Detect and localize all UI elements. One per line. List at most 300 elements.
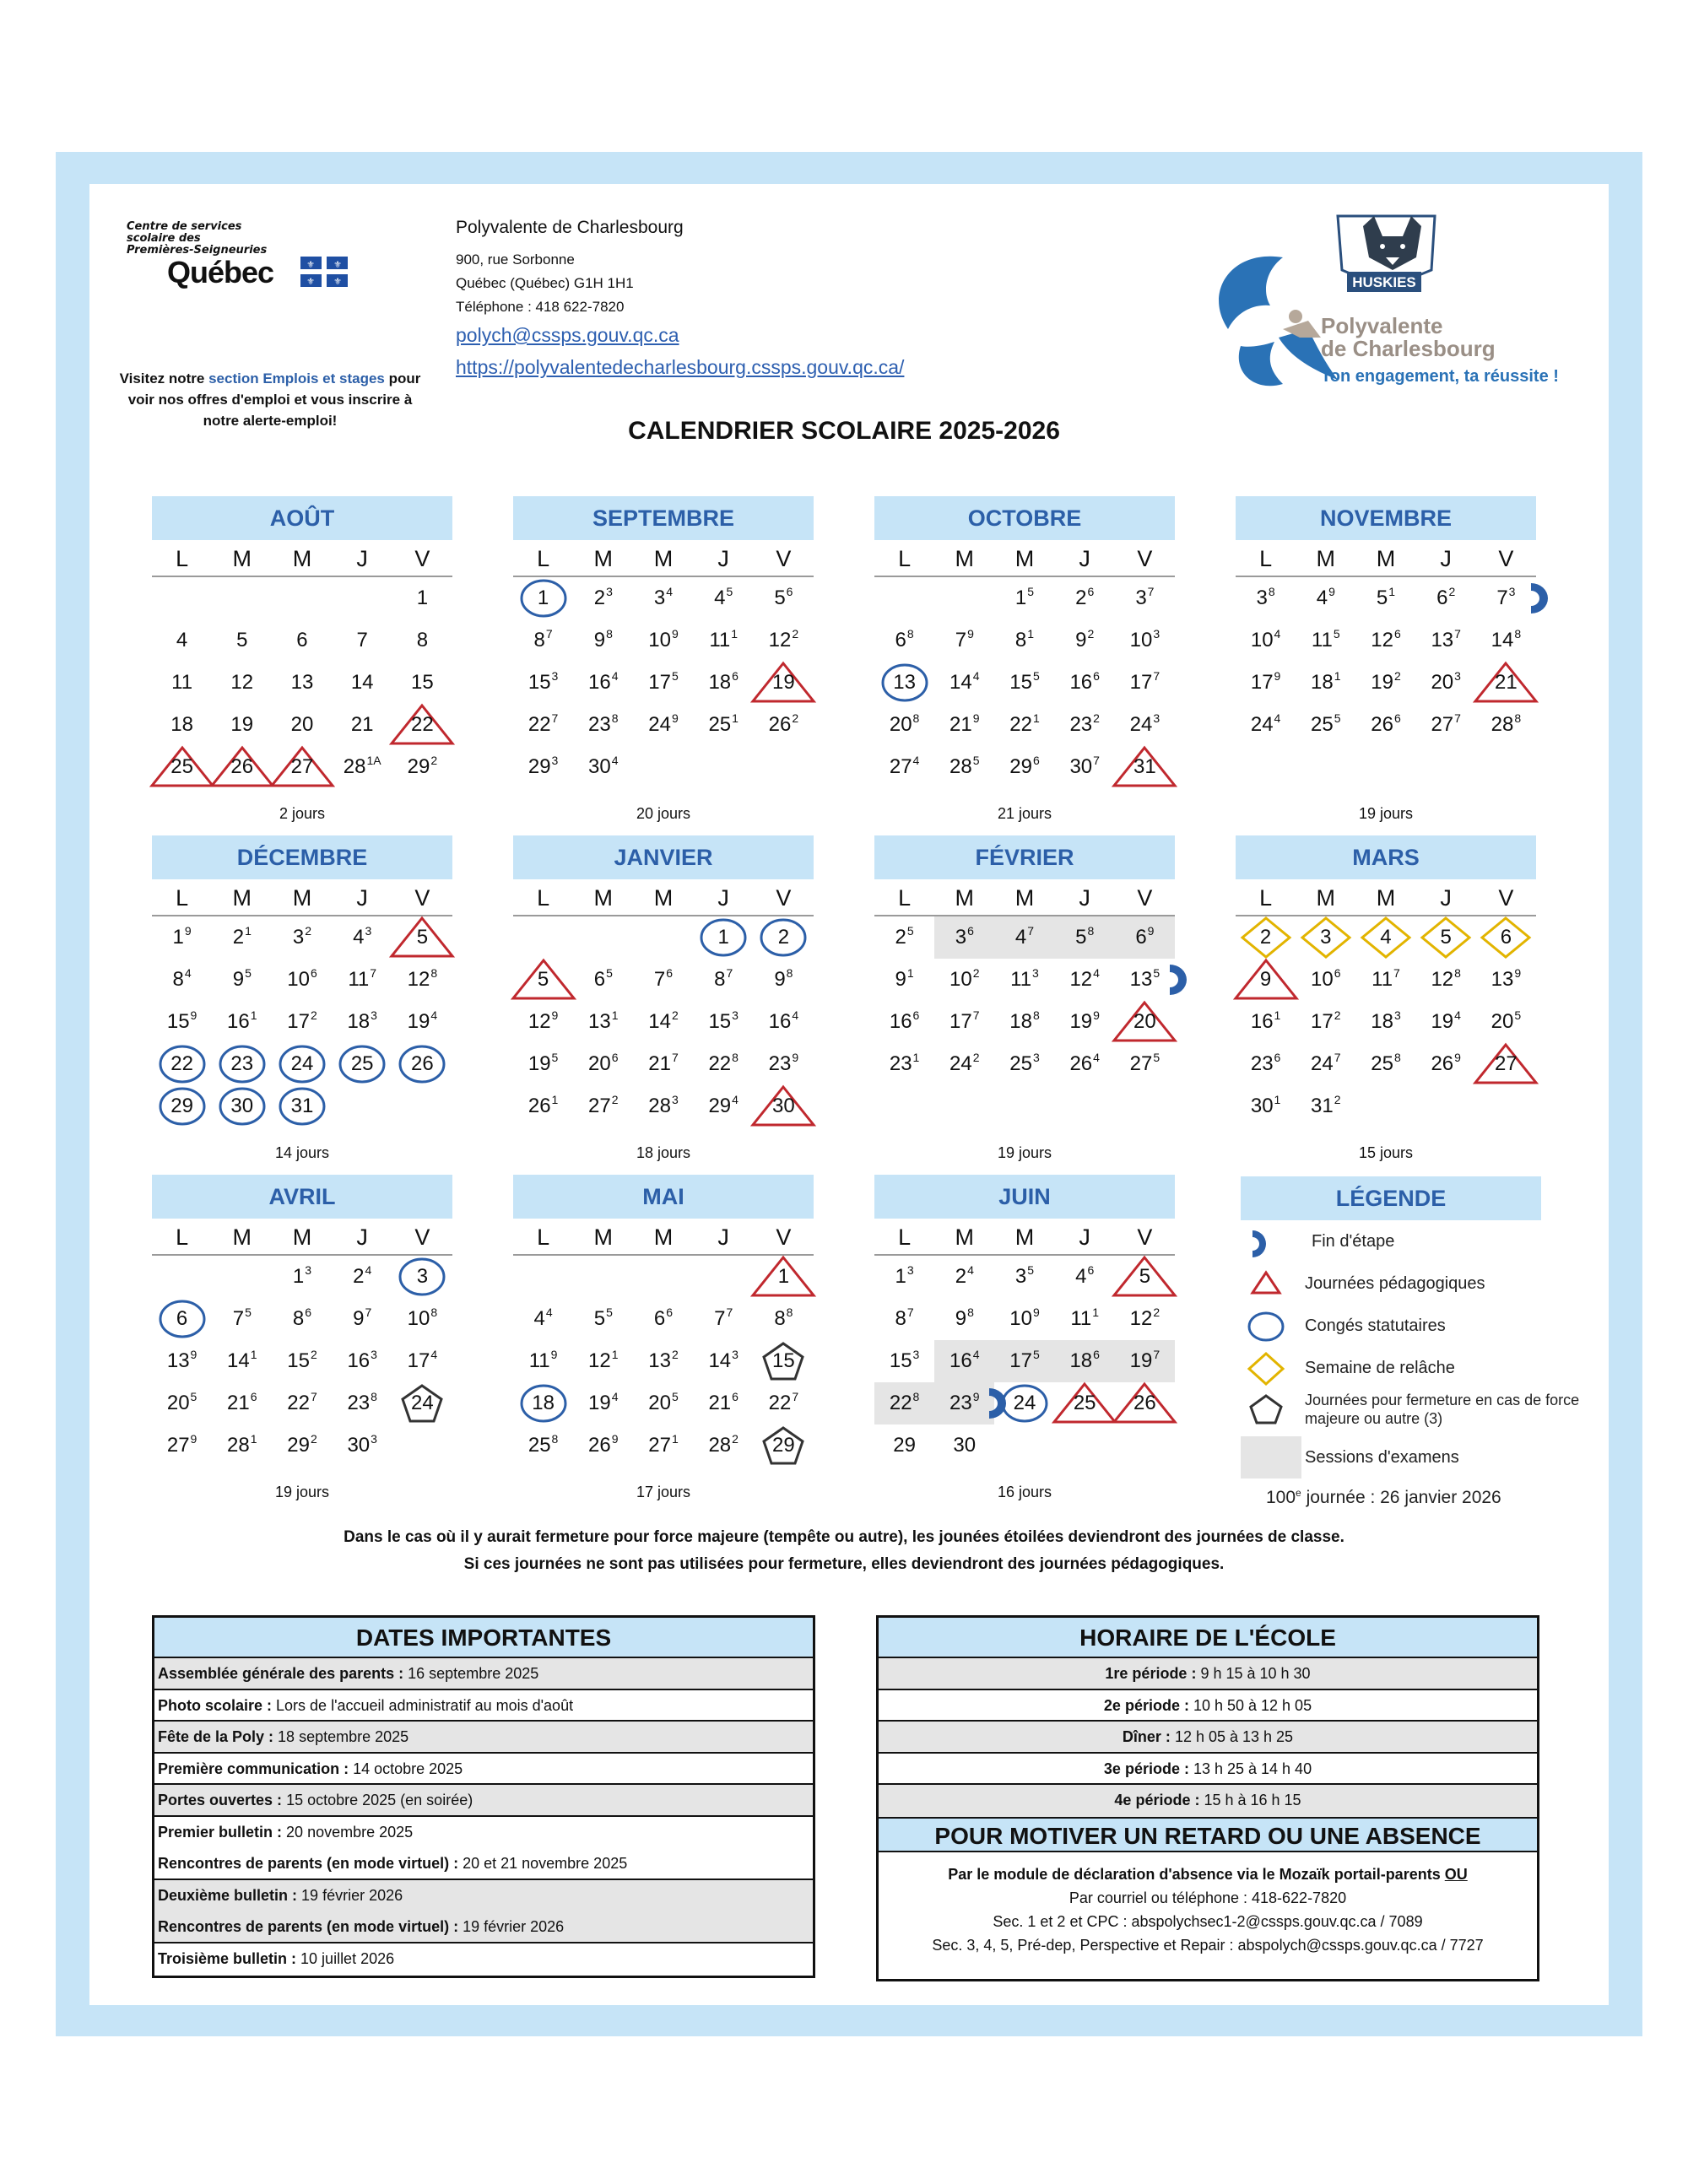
day-number: 8: [416, 629, 429, 651]
cycle-day: 4: [972, 669, 980, 683]
day-number: 3: [653, 587, 666, 609]
cycle-day: 7: [370, 966, 377, 980]
cycle-day: 7: [1027, 924, 1035, 938]
cycle-day: 4: [184, 966, 192, 980]
day-cell: [994, 1340, 1054, 1382]
logo-name-2: de Charlesbourg: [1321, 336, 1496, 361]
day-number: 23: [230, 1052, 254, 1075]
weekday-label: M: [1014, 885, 1035, 911]
day-cell: [392, 1298, 452, 1340]
svg-text:⚜: ⚜: [306, 260, 315, 270]
day-number: 17: [1009, 1349, 1032, 1372]
weekday-header: [874, 540, 1175, 577]
day-number: 26: [1371, 713, 1393, 736]
day-number: 14: [227, 1349, 250, 1372]
cycle-day: 6: [1087, 585, 1095, 598]
day-number: 17: [950, 1010, 972, 1033]
cycle-day: 9: [1328, 585, 1335, 598]
day-100-number: 100: [1266, 1488, 1296, 1507]
table-row: Photo scolaire : Lors de l'accueil administratif au mois d'août: [154, 1690, 813, 1722]
day-number: 14: [1491, 629, 1514, 651]
day-cell: [934, 959, 994, 1001]
weekday-label: V: [1498, 546, 1514, 571]
day-cell: [513, 959, 573, 1001]
cycle-day: 1: [1388, 585, 1396, 598]
day-cell: [1355, 959, 1415, 1001]
cycle-day: 5: [1153, 966, 1160, 980]
cycle-day: 3: [1393, 1008, 1401, 1022]
cycle-day: 6: [1087, 1263, 1095, 1277]
day-number: 9: [774, 968, 786, 991]
cycle-day: 5: [726, 585, 733, 598]
day-cell: [633, 577, 693, 619]
day-number: 22: [708, 1052, 732, 1075]
cycle-day: 3: [371, 1008, 377, 1022]
day-number: 29: [407, 755, 430, 778]
day-grid: [1236, 577, 1536, 790]
day-number: 18: [1311, 671, 1334, 694]
day-number: 3: [1256, 587, 1268, 609]
weekday-label: M: [593, 885, 614, 911]
day-number: 20: [648, 1392, 671, 1414]
month-title: AOÛT: [152, 496, 452, 540]
day-cell: [633, 1298, 693, 1340]
day-number: 24: [950, 1052, 972, 1075]
school-days-count: 17 jours: [636, 1484, 691, 1500]
day-number: 23: [1069, 713, 1093, 736]
weekday-label: J: [1079, 885, 1090, 911]
day-cell: [392, 662, 452, 704]
day-number: 21: [1495, 671, 1518, 694]
day-cell: [152, 959, 212, 1001]
weekday-label: V: [1137, 1224, 1153, 1250]
cycle-day: 3: [371, 1348, 377, 1361]
cycle-day: 9: [671, 627, 679, 641]
day-number: 31: [1311, 1095, 1334, 1117]
cycle-day: 6: [732, 1390, 738, 1403]
cycle-day: 1: [250, 1008, 257, 1022]
day-cell: [212, 1424, 272, 1467]
day-number: 5: [593, 1307, 606, 1330]
day-cell: [333, 746, 392, 788]
day-number: 13: [648, 1349, 671, 1372]
half-moon-icon: [1241, 1225, 1291, 1262]
day-cell: [874, 662, 934, 704]
day-cell: [633, 1085, 693, 1127]
day-cell: [1416, 619, 1476, 662]
school-info: [456, 218, 996, 383]
day-number: 11: [1372, 968, 1393, 991]
day-number: 15: [528, 671, 551, 694]
day-cell: [513, 746, 573, 788]
day-number: 6: [176, 1307, 188, 1330]
weekday-label: M: [955, 1224, 975, 1250]
day-number: 18: [532, 1392, 555, 1414]
day-cell: [573, 619, 633, 662]
weekday-label: V: [1498, 885, 1514, 911]
day-number: 29: [1009, 755, 1032, 778]
day-number: 16: [950, 1349, 972, 1372]
day-cell: [513, 1340, 573, 1382]
day-number: 14: [350, 671, 374, 694]
day-cell: [513, 1382, 573, 1424]
cycle-day: 2: [972, 1051, 980, 1064]
day-number: 12: [230, 671, 254, 694]
school-days-count: 19 jours: [997, 1144, 1052, 1161]
cycle-day: 1: [250, 1348, 257, 1361]
day-cell: [1055, 1001, 1115, 1043]
day-cell: [272, 916, 332, 959]
logo-line-1: Centre de services: [127, 220, 242, 233]
cycle-day: 7: [792, 1390, 799, 1403]
day-number: 13: [1431, 629, 1454, 651]
day-number: 26: [768, 713, 792, 736]
day-cell: [573, 662, 633, 704]
legend-label: Congés statutaires: [1305, 1316, 1446, 1335]
weekday-label: V: [414, 546, 430, 571]
day-cell: [1055, 959, 1115, 1001]
day-number: 5: [416, 926, 429, 949]
day-cell: [694, 959, 754, 1001]
weekday-label: M: [593, 1224, 614, 1250]
school-address-1: 900, rue Sorbonne: [456, 251, 575, 268]
day-number: 8: [774, 1307, 786, 1330]
day-cell: [694, 1424, 754, 1467]
cycle-day: 5: [245, 1306, 252, 1319]
day-grid: [874, 577, 1175, 790]
day-number: 4: [176, 629, 188, 651]
day-number: 19: [528, 1052, 551, 1075]
jobs-text-1: Visitez notre: [119, 370, 209, 387]
table-row: Portes ouvertes : 15 octobre 2025 (en soirée): [154, 1785, 813, 1817]
day-number: 8: [895, 1307, 906, 1330]
day-cell: [1416, 1001, 1476, 1043]
cycle-day: 5: [906, 924, 914, 938]
day-cell: [573, 959, 633, 1001]
day-number: 28: [950, 755, 972, 778]
day-number: 6: [1436, 587, 1448, 609]
cycle-day: 8: [1032, 1008, 1040, 1022]
day-number: 15: [1009, 671, 1032, 694]
weekday-label: V: [776, 546, 792, 571]
jobs-link[interactable]: section Emplois et stages: [208, 370, 385, 387]
day-number: 11: [1311, 629, 1333, 651]
cycle-day: 3: [305, 1263, 312, 1277]
weekday-label: M: [1376, 546, 1396, 571]
cycle-day: 5: [1334, 711, 1341, 725]
day-number: 7: [356, 629, 368, 651]
cycle-day: 6: [786, 585, 793, 598]
day-number: 27: [1431, 713, 1454, 736]
day-cell: [1236, 916, 1296, 959]
cycle-day: 4: [545, 1306, 553, 1319]
day-number: 23: [1250, 1052, 1274, 1075]
day-number: 16: [347, 1349, 371, 1372]
day-number: 22: [411, 713, 434, 736]
day-cell: [1355, 916, 1415, 959]
cycle-day: 4: [1093, 966, 1100, 980]
day-number: 11: [709, 629, 731, 651]
day-cell: [513, 1298, 573, 1340]
cycle-day: 5: [190, 1390, 197, 1403]
day-number: 19: [230, 713, 254, 736]
month-title: MAI: [513, 1175, 814, 1219]
day-number: 29: [893, 1434, 916, 1457]
month-calendar: [874, 1175, 1175, 1468]
day-cell: [694, 662, 754, 704]
cycle-day: 2: [792, 627, 799, 641]
note-line-2: Si ces journées ne sont pas utilisées pour fermeture, elles deviendront des journées pédagogiques.: [463, 1555, 1225, 1573]
day-number: 18: [1069, 1349, 1093, 1372]
day-number: 23: [347, 1392, 371, 1414]
day-number: 30: [953, 1434, 977, 1457]
cycle-day: 6: [305, 1306, 312, 1319]
day-cell: [1296, 704, 1355, 746]
cycle-day: 6: [967, 924, 974, 938]
day-number: 3: [292, 926, 305, 949]
day-cell: [754, 662, 814, 704]
day-number: 15: [287, 1349, 310, 1372]
day-cell: [1355, 704, 1415, 746]
day-cell: [994, 1043, 1054, 1085]
day-cell: [333, 1298, 392, 1340]
legend-title: LÉGENDE: [1241, 1176, 1541, 1220]
day-cell: [212, 959, 272, 1001]
cycle-day: 1: [1334, 669, 1341, 683]
cycle-day: 8: [1268, 585, 1275, 598]
absence-line-1: Par le module de déclaration d'absence via le Mozaïk portail-parents: [948, 1865, 1441, 1883]
day-cell: [1296, 959, 1355, 1001]
weekday-label: L: [1259, 885, 1273, 911]
day-number: 1: [292, 1265, 305, 1288]
day-number: 27: [290, 755, 314, 778]
day-number: 10: [1311, 968, 1334, 991]
day-cell: [1055, 662, 1115, 704]
day-number: 3: [955, 926, 967, 949]
day-number: 19: [1371, 671, 1393, 694]
day-grid: [152, 1256, 452, 1468]
day-number: 13: [166, 1349, 190, 1372]
weekday-header: [513, 1219, 814, 1256]
weekday-label: M: [653, 885, 674, 911]
day-cell: [754, 1085, 814, 1127]
month-calendar: [513, 1175, 814, 1468]
day-cell: [573, 1001, 633, 1043]
day-cell: [1236, 704, 1296, 746]
day-cell: [694, 1043, 754, 1085]
day-cell: [994, 577, 1054, 619]
day-number: 27: [1495, 1052, 1518, 1075]
day-number: 5: [774, 587, 786, 609]
day-cell: [152, 1001, 212, 1043]
day-number: 15: [772, 1349, 795, 1372]
school-days-count: 19 jours: [1358, 805, 1414, 822]
cycle-day: 3: [732, 1008, 738, 1022]
weekday-label: M: [232, 546, 252, 571]
day-cell: [934, 1340, 994, 1382]
day-number: 29: [772, 1434, 795, 1457]
day-number: 27: [1129, 1052, 1153, 1075]
cycle-day: 9: [972, 1390, 980, 1403]
weekday-header: [152, 540, 452, 577]
day-cell: [272, 619, 332, 662]
cycle-day: 4: [1093, 1051, 1100, 1064]
day-cell: [212, 746, 272, 788]
day-number: 23: [768, 1052, 792, 1075]
day-cell: [392, 746, 452, 788]
cycle-day: 6: [1093, 1348, 1100, 1361]
triangle-icon: [1241, 1266, 1291, 1303]
day-number: 22: [528, 713, 551, 736]
circle-icon: [1241, 1308, 1291, 1345]
legend-box: [1241, 1176, 1541, 1220]
cycle-day: 4: [365, 1263, 372, 1277]
day-cell: [333, 1001, 392, 1043]
day-number: 19: [1069, 1010, 1093, 1033]
day-number: 26: [411, 1052, 434, 1075]
month-calendar: [513, 496, 814, 790]
day-cell: [152, 1382, 212, 1424]
school-phone: Téléphone : 418 622-7820: [456, 299, 625, 315]
school-email-link[interactable]: polych@cssps.gouv.qc.ca: [456, 324, 679, 346]
day-number: 2: [895, 926, 906, 949]
day-number: 26: [1133, 1392, 1156, 1414]
day-cell: [1476, 959, 1536, 1001]
day-cell: [272, 1001, 332, 1043]
day-cell: [1416, 662, 1476, 704]
day-number: 29: [528, 755, 551, 778]
day-number: 25: [708, 713, 732, 736]
day-number: 3: [1135, 587, 1147, 609]
day-number: 6: [653, 1307, 666, 1330]
day-100-sup: e: [1296, 1487, 1301, 1499]
cycle-day: 2: [611, 1093, 619, 1106]
day-number: 26: [588, 1434, 611, 1457]
cycle-day: 8: [1087, 924, 1095, 938]
day-cell: [1476, 916, 1536, 959]
day-cell: [874, 746, 934, 788]
cycle-day: 3: [365, 924, 372, 938]
cycle-day: 9: [550, 1348, 558, 1361]
day-cell: [1476, 619, 1536, 662]
logo-line-2: scolaire des: [127, 232, 201, 245]
day-cell: [1055, 746, 1115, 788]
day-cell: [513, 1043, 573, 1085]
absence-title: POUR MOTIVER UN RETARD OU UNE ABSENCE: [879, 1817, 1537, 1852]
day-cell: [212, 1001, 272, 1043]
weekday-header: [874, 1219, 1175, 1256]
cycle-day: 5: [671, 1390, 679, 1403]
day-number: 7: [232, 1307, 245, 1330]
weekday-label: M: [1316, 546, 1336, 571]
cycle-day: 2: [430, 754, 438, 767]
page-title: CALENDRIER SCOLAIRE 2025-2026: [628, 417, 1060, 445]
day-number: 24: [1013, 1392, 1036, 1414]
cycle-day: 5: [1333, 627, 1340, 641]
day-number: 12: [1069, 968, 1093, 991]
cycle-day: 7: [726, 966, 733, 980]
day-cell: [212, 1043, 272, 1085]
weekday-label: L: [176, 885, 189, 911]
cycle-day: 9: [1147, 924, 1155, 938]
cycle-day: 5: [1153, 1051, 1160, 1064]
day-number: 5: [1376, 587, 1388, 609]
cycle-day: 8: [1514, 627, 1522, 641]
day-number: 25: [1073, 1392, 1096, 1414]
day-cell: [1055, 577, 1115, 619]
day-number: 7: [653, 968, 666, 991]
day-cell: [994, 1382, 1054, 1424]
month-calendar: [513, 835, 814, 1129]
day-cell: [333, 1256, 392, 1298]
day-number: 5: [1139, 1265, 1151, 1288]
day-number: 10: [1009, 1307, 1032, 1330]
day-number: 7: [955, 629, 967, 651]
day-cell: [1115, 1298, 1175, 1340]
day-number: 20: [1431, 671, 1454, 694]
day-cell: [573, 746, 633, 788]
month-calendar: [1236, 835, 1536, 1129]
weekday-label: J: [356, 1224, 368, 1250]
school-days-count: 16 jours: [997, 1484, 1052, 1500]
day-number: 1: [172, 926, 184, 949]
table-row: 1re période : 9 h 15 à 10 h 30: [879, 1658, 1537, 1690]
cycle-day: 1: [1274, 1008, 1281, 1022]
day-number: 18: [170, 713, 193, 736]
day-cell: [694, 1382, 754, 1424]
weekday-header: [874, 879, 1175, 916]
cycle-day: 2: [1334, 1008, 1341, 1022]
cycle-day: 1: [1032, 711, 1040, 725]
weekday-label: L: [537, 1224, 550, 1250]
day-cell: [152, 1043, 212, 1085]
day-cell: [152, 916, 212, 959]
day-cell: [754, 1256, 814, 1298]
day-cell: [272, 1424, 332, 1467]
day-number: 18: [1009, 1010, 1032, 1033]
cycle-day: 8: [906, 627, 914, 641]
day-cell: [754, 704, 814, 746]
weekday-header: [513, 879, 814, 916]
pentagon-icon: [1241, 1391, 1291, 1428]
day-number: 11: [348, 968, 370, 991]
absence-info: [879, 1852, 1537, 1979]
cycle-day: 9: [1454, 1051, 1461, 1064]
day-cell: [934, 1298, 994, 1340]
school-days-count: 19 jours: [274, 1484, 330, 1500]
day-cell: [994, 916, 1054, 959]
day-number: 2: [232, 926, 245, 949]
day-cell: [1296, 662, 1355, 704]
day-number: 19: [588, 1392, 611, 1414]
day-cell: [1236, 1001, 1296, 1043]
day-number: 5: [537, 968, 549, 991]
day-cell: [694, 619, 754, 662]
day-number: 29: [287, 1434, 310, 1457]
cycle-day: 1: [906, 966, 914, 980]
day-cell: [573, 1043, 633, 1085]
day-number: 21: [350, 713, 374, 736]
day-grid: [513, 577, 814, 790]
day-number: 8: [714, 968, 726, 991]
day-cell: [1115, 1001, 1175, 1043]
cycle-day: 3: [671, 1093, 679, 1106]
day-number: 21: [950, 713, 972, 736]
school-website-link[interactable]: https://polyvalentedecharlesbourg.cssps.gouv.qc.ca/: [456, 356, 905, 378]
cycle-day: 2: [310, 1008, 317, 1022]
day-cell: [1476, 1043, 1536, 1085]
day-number: 1: [416, 587, 429, 609]
